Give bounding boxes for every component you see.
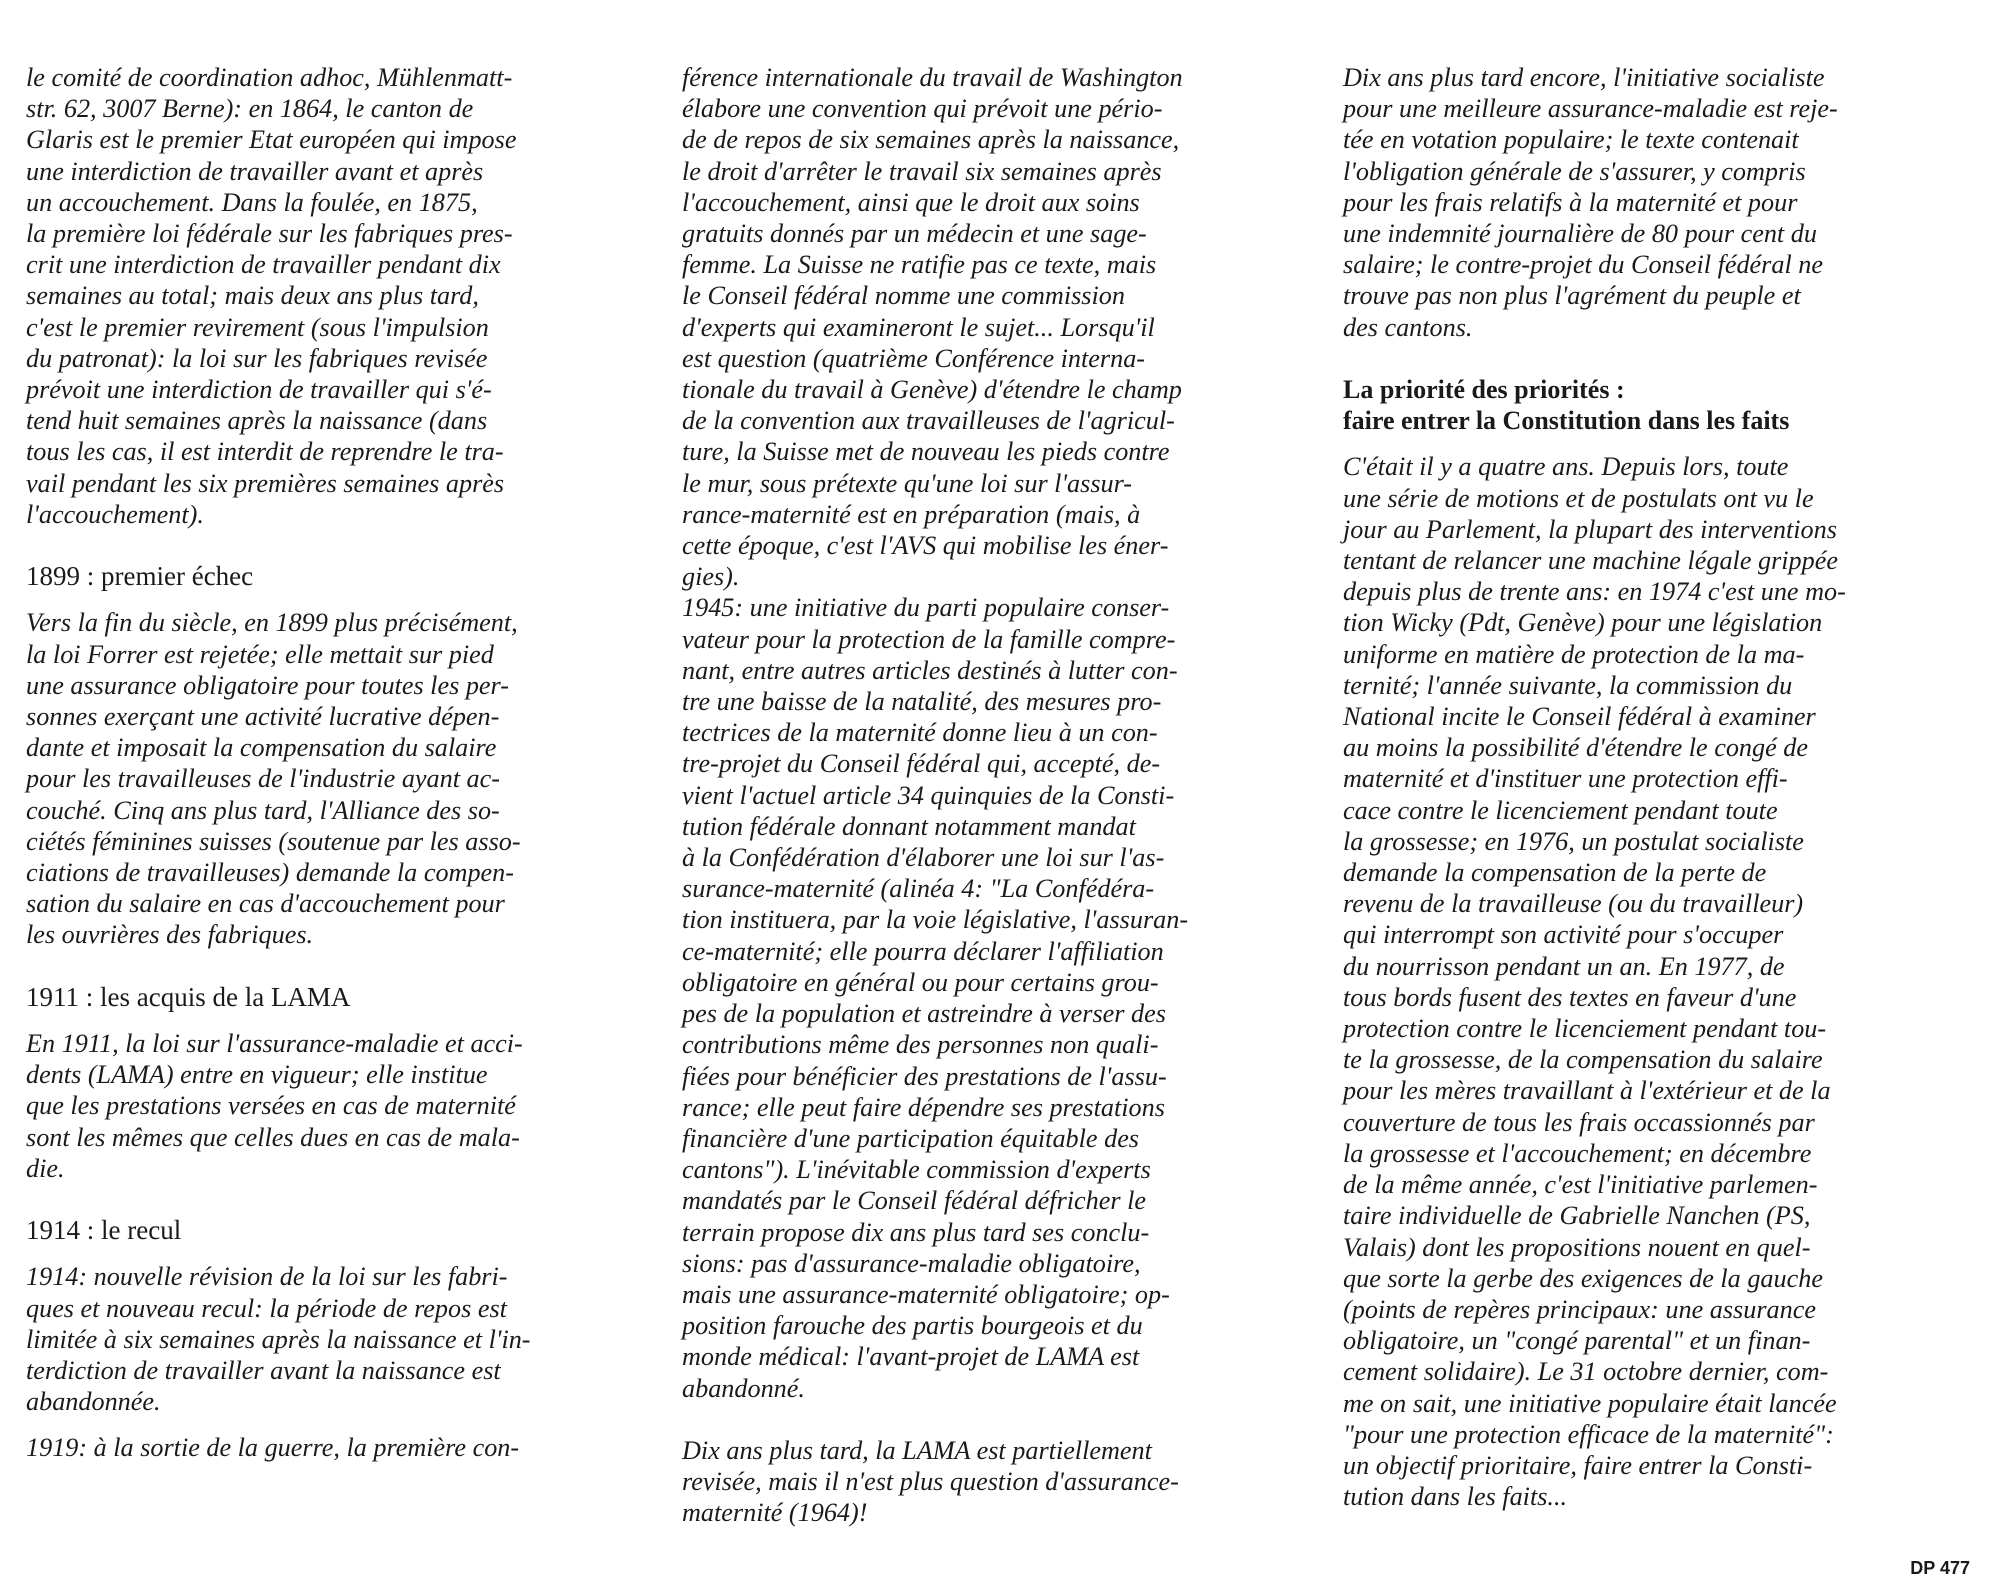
paragraph-1945: 1945: une initiative du parti populaire conser- vateur pour la protection de la famille compre- nant, entre autres articles destinés à lutter con- tre une baisse de la natalité, des mesures pro- tectrices de la maternité donne lieu à un con- tre-projet du Conseil fédéral qui, accepté, de- vient l'actuel article 34 quinquies de la Consti- tution fédérale donnant notamment mandat à la Confédération d'élaborer une loi sur l'as- surance-maternité (alinéa 4: "La Confédéra- tion instituera, par la voie législative, l'assuran- ce-maternité; elle pourra déclarer l'affiliation obligatoire en général ou pour certains grou- pes de la population et astreindre à verser des contributions même des personnes non quali- fiées pour bénéficier des prestations de l'assu- rance; elle peut faire dépendre ses prestations financière d'une participation équitable des cantons"). L'inévitable commission d'experts mandatés par le Conseil fédéral défricher le terrain propose dix ans plus tard ses conclu- sions: pas d'assurance-maladie obligatoire, mais une assurance-maternité obligatoire; op- position farouche des partis bourgeois et du monde médical: l'avant-projet de LAMA est abandonné. bbox=[682, 593, 1189, 1403]
paragraph-socialist-initiative: Dix ans plus tard encore, l'initiative socialiste pour une meilleure assurance-maladie est reje- tée en votation populaire; le texte contenait l'obligation générale de s'assurer, y compris pour les frais relatifs à la maternité et pour une indemnité journalière de 80 pour cent du salaire; le contre-projet du Conseil fédéral ne trouve pas non plus l'agrément du peuple et des cantons. bbox=[1343, 63, 1838, 342]
paragraph-1914: 1914: nouvelle révision de la loi sur les fabri- ques et nouveau recul: la période de repos est limitée à six semaines après la naissance et l'in- terdiction de travailler avant la naissance est abandonnée. bbox=[26, 1262, 531, 1417]
paragraph-four-years-ago: C'était il y a quatre ans. Depuis lors, toute une série de motions et de postulats ont vu le jour au Parlement, la plupart des interventions tentant de relancer une machine légale grippée depuis plus de trente ans: en 1974 c'est une mo- tion Wicky (Pdt, Genève) pour une législation uniforme en matière de protection de la ma- ternité; l'année suivante, la commission du National incite le Conseil fédéral à examiner au moins la possibilité d'étendre le congé de maternité et d'instituer une protection effi- cace contre le licenciement pendant toute la grossesse; en 1976, un postulat socialiste demande la compensation de la perte de revenu de la travailleuse (ou du travailleur) qui interrompt son activité pour s'occuper du nourrisson pendant un an. En 1977, de tous bords fusent des textes en faveur d'une protection contre le licenciement pendant tou- te la grossesse, de la compensation du salaire pour les mères travaillant à l'extérieur et de la couverture de tous les frais occassionnés par la grossesse et l'accouchement; en décembre de la même année, c'est l'initiative parlemen- taire individuelle de Gabrielle Nanchen (PS, Valais) dont les propositions nouent en quel- que sorte la gerbe des exigences de la gauche (points de repères principaux: une assurance obligatoire, un "congé parental" et un finan- cement solidaire). Le 31 octobre dernier, com- me on sait, une initiative populaire était lancée "pour une protection efficace de la maternité": un objectif prioritaire, faire entrer la Consti- tution dans les faits... bbox=[1343, 452, 1846, 1512]
heading-priority: La priorité des priorités : faire entrer la Constitution dans les faits bbox=[1343, 375, 1790, 436]
heading-1899: 1899 : premier échec bbox=[26, 561, 254, 592]
paragraph-washington-conference: férence internationale du travail de Washington élabore une convention qui prévoit une pério- de de repos de six semaines après la naissance, le droit d'arrêter le travail six semaines après l'accouchement, ainsi que le droit aux soins gratuits donnés par un médecin et une sage- femme. La Suisse ne ratifie pas ce texte, mais le Conseil fédéral nomme une commission d'experts qui examineront le sujet... Lorsqu'il est question (quatrième Conférence interna- tionale du travail à Genève) d'étendre le champ de la convention aux travailleuses de l'agricul- ture, la Suisse met de nouveau les pieds contre le mur, sous prétexte qu'une loi sur l'assur- rance-maternité est en préparation (mais, à cette époque, c'est l'AVS qui mobilise les éner- gies). bbox=[682, 63, 1183, 592]
paragraph-1919: 1919: à la sortie de la guerre, la première con- bbox=[26, 1433, 520, 1463]
paragraph-1911: En 1911, la loi sur l'assurance-maladie et acci- dents (LAMA) entre en vigueur; elle institue que les prestations versées en cas de maternité sont les mêmes que celles dues en cas de mala- die. bbox=[26, 1029, 523, 1183]
heading-1911: 1911 : les acquis de la LAMA bbox=[26, 981, 351, 1012]
column-3 bbox=[1343, 62, 1963, 1512]
paragraph-1864-history: le comité de coordination adhoc, Mühlenmatt- str. 62, 3007 Berne): en 1864, le canton de Glaris est le premier Etat européen qui impose une interdiction de travailler avant et après un accouchement. Dans la foulée, en 1875, la première loi fédérale sur les fabriques pres- crit une interdiction de travailler pendant dix semaines au total; mais deux ans plus tard, c'est le premier revirement (sous l'impulsion du patronat): la loi sur les fabriques revisée prévoit une interdiction de travailler qui s'é- tend huit semaines après la naissance (dans tous les cas, il est interdit de reprendre le tra- vail pendant les six premières semaines après l'accouchement). bbox=[26, 63, 517, 529]
column-1 bbox=[26, 62, 646, 1464]
page-footer-label: DP 477 bbox=[1910, 1558, 1970, 1578]
heading-1914: 1914 : le recul bbox=[26, 1215, 182, 1246]
column-2 bbox=[682, 62, 1302, 1529]
paragraph-1964: Dix ans plus tard, la LAMA est partiellement revisée, mais il n'est plus question d'assurance- maternité (1964)! bbox=[682, 1435, 1179, 1528]
paragraph-1899: Vers la fin du siècle, en 1899 plus précisément, la loi Forrer est rejetée; elle mettait sur pied une assurance obligatoire pour toutes les per- sonnes exerçant une activité lucrative dépen- dante et imposait la compensation du salaire pour les travailleuses de l'industrie ayant ac- couché. Cinq ans plus tard, l'Alliance des so- ciétés féminines suisses (soutenue par les asso- ciations de travailleuses) demande la compen- sation du salaire en cas d'accouchement pour les ouvrières des fabriques. bbox=[26, 608, 521, 950]
